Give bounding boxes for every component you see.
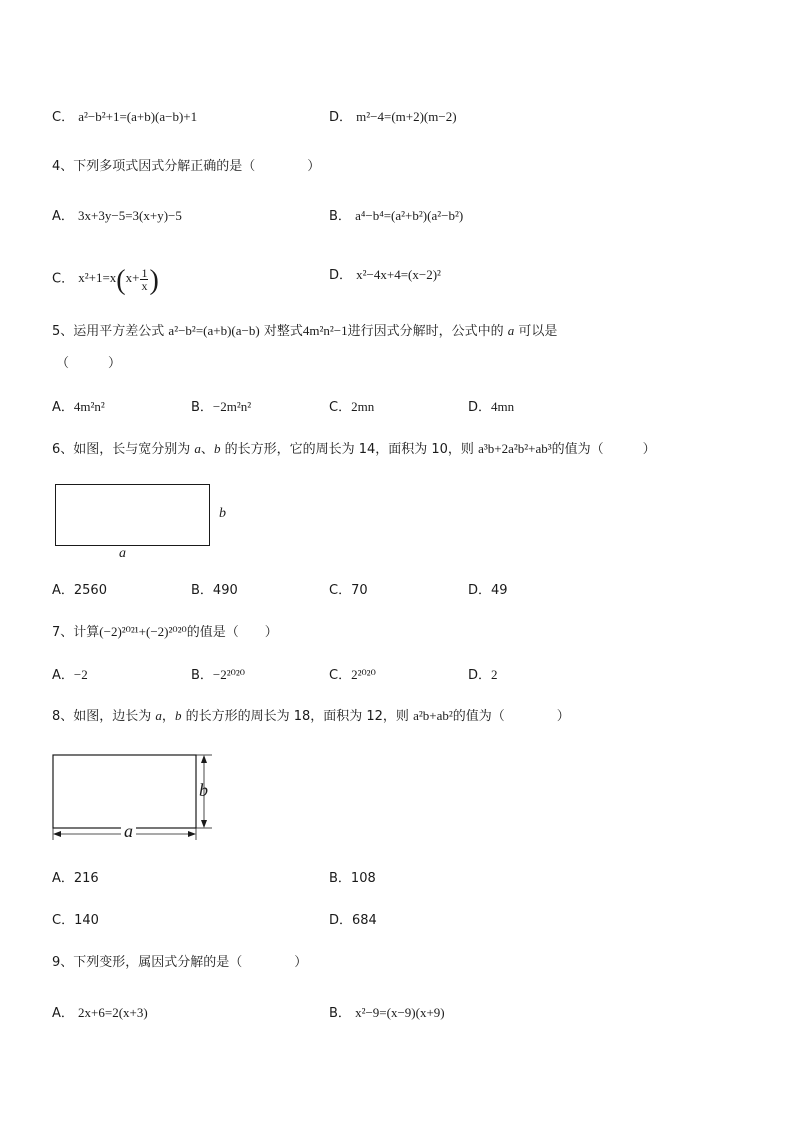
q4-option-c-fraction: $\frac{1}{x}$ bbox=[141, 266, 148, 293]
q7-option-a: A．−2 bbox=[52, 667, 88, 683]
q5-option-b: B．−2m²n² bbox=[191, 399, 252, 415]
q6-option-d: D．49 bbox=[468, 583, 508, 598]
q7-option-b: B．−2²⁰²⁰ bbox=[191, 667, 245, 683]
q7-expr-math: (−2)²⁰²¹+(−2)²⁰²⁰ bbox=[99, 624, 187, 639]
q5-answer-paren: （ ） bbox=[56, 356, 122, 371]
q4-option-c-math: x²+1=x(x+ $\frac{1}{x}$ ) bbox=[78, 265, 159, 297]
q7-option-c: C．2²⁰²⁰ bbox=[329, 667, 376, 683]
q3-option-d: D． m²−4=(m+2)(m−2) bbox=[329, 109, 457, 125]
q3-option-d-math: m²−4=(m+2)(m−2) bbox=[356, 109, 457, 124]
q6-figure-label-b: b bbox=[219, 506, 226, 521]
q5-option-d: D．4mn bbox=[468, 399, 515, 415]
q5-var-math: a bbox=[507, 323, 515, 338]
q6-figure-label-a: a bbox=[119, 546, 126, 561]
q5-stem: 5、运用平方差公式 a²−b²=(a+b)(a−b) 对整式4m²n²−1进行因式分解时，公式中的 a 可以是 bbox=[52, 323, 558, 339]
q6-stem: 6、如图，长与宽分别为 a、b 的长方形，它的周长为 14，面积为 10，则 a³b+2a²b²+ab³的值为（ ） bbox=[52, 441, 656, 457]
q4-stem: 4、下列多项式因式分解正确的是（ ） bbox=[52, 159, 321, 174]
q6-option-c: C．70 bbox=[329, 583, 368, 598]
q3-option-c-math: a²−b²+1=(a+b)(a−b)+1 bbox=[78, 109, 198, 124]
q5-option-d-math: 4mn bbox=[491, 399, 515, 414]
q7-option-a-math: −2 bbox=[73, 667, 88, 682]
q6-option-a: A．2560 bbox=[52, 583, 107, 598]
q5-expr-math: 4m²n²−1 bbox=[302, 323, 348, 338]
q7-option-d-math: 2 bbox=[491, 667, 498, 682]
q8-option-c: C．140 bbox=[52, 913, 99, 928]
q7-option-d: D．2 bbox=[468, 667, 498, 683]
q8-stem: 8、如图，边长为 a，b 的长方形的周长为 18，面积为 12，则 a²b+ab²的值为（ ） bbox=[52, 708, 570, 724]
q4-option-b-math: a⁴−b⁴=(a²+b²)(a²−b²) bbox=[355, 208, 464, 223]
q9-option-b: B． x²−9=(x−9)(x+9) bbox=[329, 1005, 445, 1021]
q8-figure-label-b: b bbox=[199, 780, 208, 800]
q9-option-a-math: 2x+6=2(x+3) bbox=[78, 1005, 148, 1020]
q4-option-b: B． a⁴−b⁴=(a²+b²)(a²−b²) bbox=[329, 208, 464, 224]
q8-option-b: B．108 bbox=[329, 871, 376, 886]
q4-option-c: C． x²+1=x(x+ $\frac{1}{x}$ ) bbox=[52, 265, 159, 297]
q7-option-c-math: 2²⁰²⁰ bbox=[351, 667, 376, 682]
q9-stem: 9、下列变形，属因式分解的是（ ） bbox=[52, 955, 308, 970]
q5-option-c: C．2mn bbox=[329, 399, 375, 415]
q4-option-d-math: x²−4x+4=(x−2)² bbox=[356, 267, 441, 282]
q6-expr-math: a³b+2a²b²+ab³ bbox=[478, 441, 552, 456]
q4-option-d: D． x²−4x+4=(x−2)² bbox=[329, 267, 441, 283]
q5-option-b-math: −2m²n² bbox=[212, 399, 252, 414]
q4-option-a: A． 3x+3y−5=3(x+y)−5 bbox=[52, 208, 182, 224]
q6-option-b: B．490 bbox=[191, 583, 238, 598]
q4-option-a-math: 3x+3y−5=3(x+y)−5 bbox=[78, 208, 182, 223]
q9-option-a: A． 2x+6=2(x+3) bbox=[52, 1005, 148, 1021]
q5-option-c-math: 2mn bbox=[351, 399, 375, 414]
q8-option-a: A．216 bbox=[52, 871, 99, 886]
q7-stem: 7、计算(−2)²⁰²¹+(−2)²⁰²⁰的值是（ ） bbox=[52, 624, 278, 640]
q5-formula-math: a²−b²=(a+b)(a−b) bbox=[168, 323, 260, 338]
q5-option-a-math: 4m²n² bbox=[73, 399, 105, 414]
q6-rectangle-figure bbox=[55, 484, 210, 546]
q3-option-c: C． a²−b²+1=(a+b)(a−b)+1 bbox=[52, 109, 198, 125]
q7-option-b-math: −2²⁰²⁰ bbox=[212, 667, 245, 682]
q8-option-d: D．684 bbox=[329, 913, 377, 928]
q8-expr-math: a²b+ab² bbox=[413, 708, 453, 723]
q8-figure-label-a: a bbox=[121, 822, 136, 840]
q9-option-b-math: x²−9=(x−9)(x+9) bbox=[355, 1005, 445, 1020]
q5-option-a: A．4m²n² bbox=[52, 399, 105, 415]
